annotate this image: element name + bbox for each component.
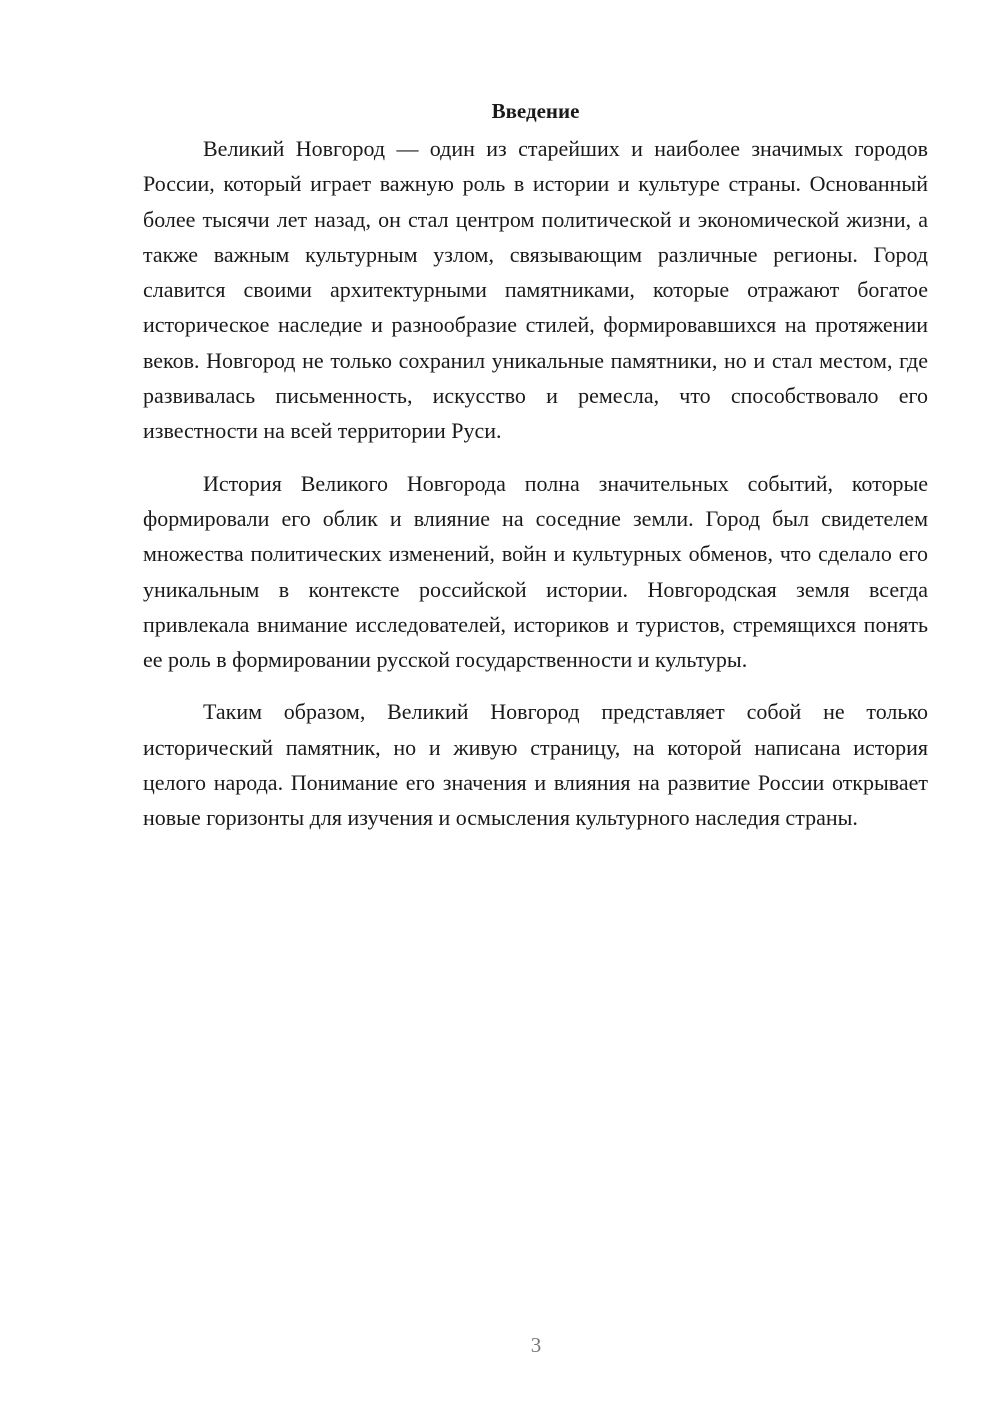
page-content [143, 95, 928, 853]
page-number: 3 [530, 1333, 542, 1357]
page-title: Введение [491, 99, 580, 123]
paragraph-1: Великий Новгород — один из старейших и наиболее значимых городов России, который играет важную роль в истории и культуре страны. Основанный более тысячи лет назад, он стал центром политической и экономической жизни, а также важным культурным узлом, связывающим различные регионы. Город славится своими архитектурными памятниками, которые отражают богатое историческое наследие и разнообразие стилей, формировавшихся на протяжении веков. Новгород не только сохранил уникальные памятники, но и стал местом, где развивалась письменность, искусство и ремесла, что способствовало его известности на всей территории Руси. [143, 136, 928, 444]
paragraph-2: История Великого Новгорода полна значительных событий, которые формировали его облик и влияние на соседние земли. Город был свидетелем множества политических изменений, войн и культурных обменов, что сделало его уникальным в контексте российской истории. Новгородская земля всегда привлекала внимание исследователей, историков и туристов, стремящихся понять ее роль в формировании русской государственности и культуры. [143, 470, 928, 673]
paragraph-3: Таким образом, Великий Новгород представляет собой не только исторический памятник, но и живую страницу, на которой написана история целого народа. Понимание его значения и влияния на развитие России открывает новые горизонты для изучения и осмысления культурного наследия страны. [143, 699, 928, 831]
